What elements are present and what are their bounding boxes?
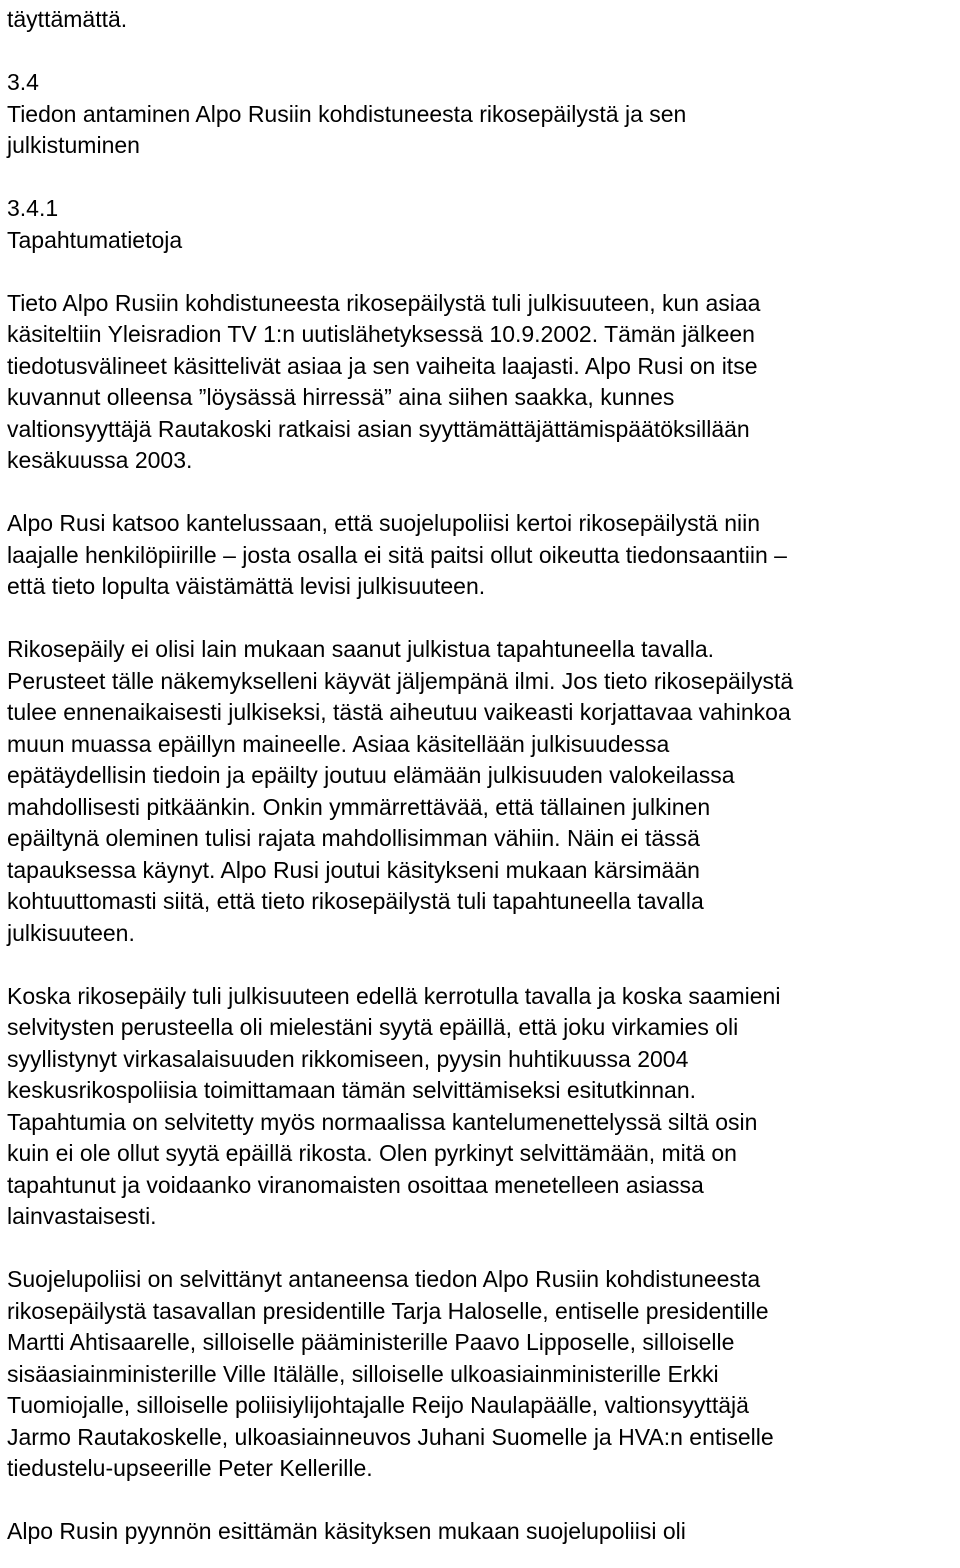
paragraph-line: tiedotusvälineet käsittelivät asiaa ja sen vaiheita laajasti. Alpo Rusi on itse xyxy=(7,352,758,379)
paragraph-line: selvitysten perusteella oli mielestäni syytä epäillä, että joku virkamies oli xyxy=(7,1014,739,1040)
paragraph xyxy=(7,288,957,477)
paragraph-line: valtionsyyttäjä Rautakoski ratkaisi asian syyttämättäjättämispäätöksillään xyxy=(7,415,750,442)
spacer xyxy=(7,1485,957,1517)
paragraph-line: Koska rikosepäily tuli julkisuuteen edellä kerrotulla tavalla ja koska saamieni xyxy=(7,982,781,1009)
paragraph-line: Suojelupoliisi on selvittänyt antaneensa tiedon Alpo Rusiin kohdistuneesta xyxy=(7,1266,761,1292)
paragraph-line: Perusteet tälle näkemykselleni käyvät jäljempänä ilmi. Jos tieto rikosepäilystä xyxy=(7,667,794,694)
paragraph-line: julkisuuteen. xyxy=(7,919,135,946)
paragraph-line: sisäasiainministerille Ville Itälälle, silloiselle ulkoasiainministerille Erkki xyxy=(7,1360,719,1387)
document-page xyxy=(7,4,957,1548)
paragraph-line: Tapahtumia on selvitetty myös normaalissa kantelumenettelyssä siltä osin xyxy=(7,1108,758,1135)
paragraph-line: Jarmo Rautakoskelle, ulkoasiainneuvos Juhani Suomelle ja HVA:n entiselle xyxy=(7,1423,774,1450)
section-heading xyxy=(7,67,957,162)
paragraph-line: epäiltynä oleminen tulisi rajata mahdollisimman vähiin. Näin ei tässä xyxy=(7,825,700,851)
paragraph xyxy=(7,981,957,1233)
paragraph-line: käsiteltiin Yleisradion TV 1:n uutislähetyksessä 10.9.2002. Tämän jälkeen xyxy=(7,321,755,347)
subsection-heading xyxy=(7,193,957,256)
spacer xyxy=(7,477,957,509)
paragraph-line: tapahtunut ja voidaanko viranomaisten osoittaa menetelleen asiassa xyxy=(7,1171,704,1198)
paragraph-line: laajalle henkilöpiirille – josta osalla ei sitä paitsi ollut oikeutta tiedonsaantiin – xyxy=(7,541,787,568)
intro-line: täyttämättä. xyxy=(7,6,128,32)
section-title-line: julkistuminen xyxy=(7,132,140,158)
subsection-number: 3.4.1 xyxy=(7,195,59,221)
paragraph-line: mahdollisesti pitkäänkin. Onkin ymmärrettävää, että tällainen julkinen xyxy=(7,793,711,820)
paragraph-line: Alpo Rusin pyynnön esittämän käsityksen mukaan suojelupoliisi oli xyxy=(7,1518,686,1544)
paragraph xyxy=(7,634,957,949)
paragraph-line: muun muassa epäillyn maineelle. Asiaa käsitellään julkisuudessa xyxy=(7,730,670,757)
spacer xyxy=(7,36,957,68)
paragraph-line: Tieto Alpo Rusiin kohdistuneesta rikosepäilystä tuli julkisuuteen, kun asiaa xyxy=(7,289,761,316)
paragraph-line: tiedustelu-upseerille Peter Kellerille. xyxy=(7,1455,373,1481)
paragraph-line: Rikosepäily ei olisi lain mukaan saanut julkistua tapahtuneella tavalla. xyxy=(7,636,715,662)
spacer xyxy=(7,603,957,635)
paragraph xyxy=(7,508,957,603)
spacer xyxy=(7,1233,957,1265)
paragraph-line: syyllistynyt virkasalaisuuden rikkomiseen, pyysin huhtikuussa 2004 xyxy=(7,1045,689,1072)
paragraph xyxy=(7,1516,957,1548)
paragraph-line: kohtuuttomasti siitä, että tieto rikosepäilystä tuli tapahtuneella tavalla xyxy=(7,888,704,914)
paragraph-line: että tieto lopulta väistämättä levisi julkisuuteen. xyxy=(7,573,486,599)
paragraph-line: lainvastaisesti. xyxy=(7,1203,157,1229)
paragraph-line: Martti Ahtisaarelle, silloiselle pääministerille Paavo Lipposelle, silloiselle xyxy=(7,1329,735,1355)
paragraph-line: kuin ei ole ollut syytä epäillä rikosta. Olen pyrkinyt selvittämään, mitä on xyxy=(7,1140,737,1166)
subsection-title: Tapahtumatietoja xyxy=(7,226,183,253)
paragraph-line: keskusrikospoliisia toimittamaan tämän selvittämiseksi esitutkinnan. xyxy=(7,1077,697,1103)
paragraph-line: Alpo Rusi katsoo kantelussaan, että suojelupoliisi kertoi rikosepäilystä niin xyxy=(7,510,761,536)
section-number: 3.4 xyxy=(7,69,39,95)
section-title-line: Tiedon antaminen Alpo Rusiin kohdistuneesta rikosepäilystä ja sen xyxy=(7,100,687,127)
paragraph-line: kesäkuussa 2003. xyxy=(7,447,193,473)
spacer xyxy=(7,256,957,288)
paragraph-line: kuvannut olleensa ”löysässä hirressä” aina siihen saakka, kunnes xyxy=(7,384,675,410)
spacer xyxy=(7,162,957,194)
paragraph-line: tapauksessa käynyt. Alpo Rusi joutui käsitykseni mukaan kärsimään xyxy=(7,856,700,883)
paragraph-line: epätäydellisin tiedoin ja epäilty joutuu elämään julkisuuden valokeilassa xyxy=(7,762,735,788)
paragraph-line: Tuomiojalle, silloiselle poliisiylijohtajalle Reijo Naulapäälle, valtionsyyttäjä xyxy=(7,1392,749,1418)
paragraph xyxy=(7,1264,957,1485)
paragraph-line: rikosepäilystä tasavallan presidentille Tarja Haloselle, entiselle presidentille xyxy=(7,1297,769,1324)
paragraph-line: tulee ennenaikaisesti julkiseksi, tästä aiheutuu vaikeasti korjattavaa vahinkoa xyxy=(7,699,791,725)
spacer xyxy=(7,949,957,981)
